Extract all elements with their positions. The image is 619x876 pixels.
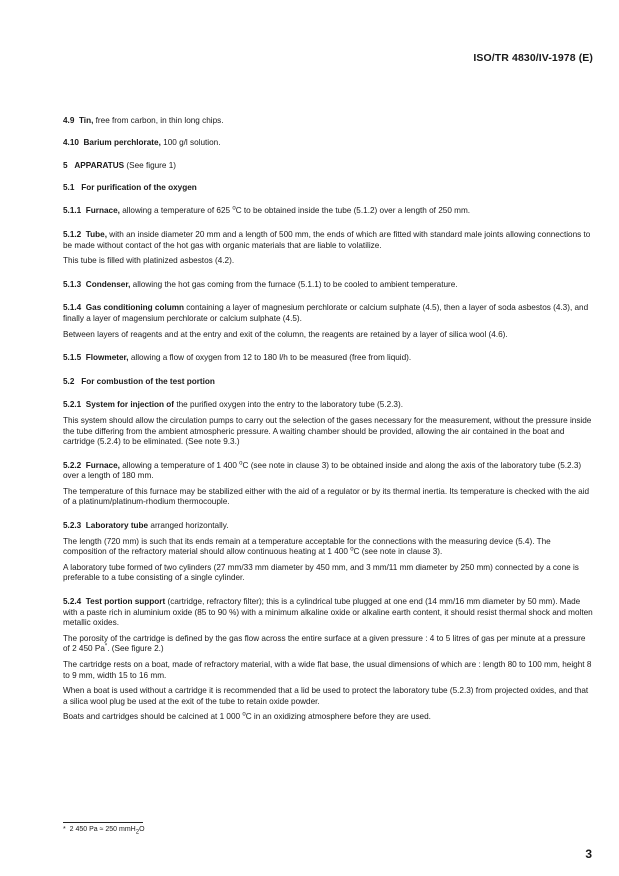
degree-mark: o: [239, 459, 243, 466]
clause-title: Test portion support: [85, 597, 166, 607]
clause-text: allowing a temperature of 625: [119, 206, 233, 216]
document-body: [63, 116, 593, 723]
paragraph: Between layers of reagents and at the entry and exit of the column, the reagents are retained by a layer of silica wool (4.6).: [63, 329, 508, 339]
clause-4-10: [63, 138, 593, 149]
clause-title: For purification of the oxygen: [81, 182, 197, 192]
clause-5-1-2: [63, 230, 593, 251]
clause-title: Gas conditioning column: [85, 303, 185, 313]
clause-text: free from carbon, in thin long chips.: [93, 116, 224, 125]
paragraph: This tube is filled with platinized asbestos (4.2).: [63, 256, 235, 266]
clause-number: 5.1.5: [63, 353, 82, 363]
clause-text: (See figure 1): [124, 161, 177, 171]
document-id-header: ISO/TR 4830/IV-1978 (E): [473, 52, 593, 64]
clause-5-1-3: [63, 280, 593, 291]
clause-number: 5.1.4: [63, 303, 82, 313]
clause-4-9: [63, 116, 593, 127]
paragraph-text: C in an oxidizing atmosphere before they are used.: [245, 712, 431, 722]
clause-5-1-1: [63, 206, 593, 217]
footnote-text: O: [139, 826, 145, 833]
clause-text: allowing a flow of oxygen from 12 to 180 l/h to be measured (free from liquid).: [128, 353, 412, 363]
paragraph-text: The length (720 mm) is such that its ends remain at a temperature acceptable for the connections with the measuring device (5.4). The composition of the refractory material should allow continuous heating at 1 400: [63, 536, 551, 557]
clause-5-2-3: [63, 521, 593, 532]
footnote-subscript: 2: [135, 829, 140, 836]
clause-title: Laboratory tube: [85, 521, 149, 531]
clause-title: Tube,: [85, 229, 108, 239]
clause-title: Barium perchlorate,: [83, 137, 161, 147]
clause-5-2: [63, 377, 593, 388]
footnote: [63, 826, 145, 836]
clause-5-1-4: [63, 303, 593, 324]
paragraph-text: The porosity of the cartridge is defined by the gas flow across the entire surface at a given pressure : 4 to 5 litres of gas per minute at a pressure of 2 450 Pa: [63, 633, 586, 654]
paragraph-text: C (see note in clause 3).: [353, 547, 443, 557]
clause-number: 5.2.3: [63, 521, 82, 531]
clause-5-1-5: [63, 353, 593, 364]
degree-mark: o: [350, 546, 354, 553]
page-number: 3: [585, 847, 592, 861]
footnote-divider: [63, 822, 143, 823]
clause-text: arranged horizontally.: [148, 521, 229, 531]
clause-5-2-2: [63, 461, 593, 482]
clause-number: 5.1.3: [63, 279, 82, 289]
footnote-reference: *: [104, 643, 108, 650]
clause-text: C to be obtained inside the tube (5.1.2) over a length of 250 mm.: [235, 206, 471, 216]
paragraph: The temperature of this furnace may be stabilized either with the aid of a regulator or by its thermal inertia. Its temperature is checked with the aid of a platinum/platinum-rhodium thermocouple.: [63, 486, 590, 507]
clause-number: 4.10: [63, 137, 79, 147]
clause-title: APPARATUS: [74, 161, 125, 171]
clause-title: Furnace,: [85, 460, 120, 470]
clause-number: 5.1: [63, 182, 75, 192]
clause-title: Flowmeter,: [85, 353, 129, 363]
degree-mark: o: [242, 711, 246, 718]
clause-5: [63, 161, 593, 172]
clause-text: allowing a temperature of 1 400: [119, 460, 240, 470]
clause-5-2-4: [63, 597, 593, 629]
paragraph: A laboratory tube formed of two cylinders (27 mm/33 mm diameter by 450 mm, and 3 mm/11 mm diameter by 250 mm) connected by a cone is preferable to a tube consisting of a single cylinder.: [63, 562, 579, 583]
paragraph-text: Boats and cartridges should be calcined at 1 000: [63, 712, 243, 722]
paragraph: This system should allow the circulation pumps to carry out the selection of the gases necessary for the measurement, without the pressure inside the tube differing from the ambient atmospheric pressure. A waiting chamber should be provided, allowing the air contained in the boat and cartridge (5.2.4) to be eliminated. (See note 9.3.): [63, 415, 592, 447]
paragraph: When a boat is used without a cartridge it is recommended that a lid be used to protect the laboratory tube (5.2.3) from projected oxides, and that a silica wool plug be used at the exit of the tube to retain oxide powder.: [63, 686, 589, 706]
clause-title: Furnace,: [85, 206, 120, 216]
paragraph: [63, 537, 593, 558]
clause-5-2-1: [63, 400, 593, 411]
clause-text: 100 g/l solution.: [160, 137, 221, 147]
clause-title: Condenser,: [85, 279, 131, 289]
footnote-marker: *: [63, 826, 66, 833]
clause-title: For combustion of the test portion: [81, 376, 215, 386]
clause-text: C (see note in clause 3) to be obtained inside and along the axis of the laboratory tube (5.2.3) over a length of 180 mm.: [63, 460, 582, 481]
clause-5-1: [63, 183, 593, 194]
footnote-text: 2 450 Pa ≈ 250 mmH: [69, 826, 136, 833]
clause-number: 5.2.2: [63, 460, 82, 470]
clause-text: containing a layer of magnesium perchlorate or calcium sulphate (4.5), then a layer of soda asbestos (4.3), and finally a layer of magensium perchlorate or calcium sulphate (4.5).: [63, 303, 589, 323]
clause-title: Tin,: [78, 116, 94, 125]
clause-number: 5.2: [63, 376, 75, 386]
clause-text: allowing the hot gas coming from the furnace (5.1.1) to be cooled to ambient temperature.: [130, 279, 458, 289]
degree-mark: o: [232, 205, 236, 212]
clause-text: with an inside diameter 20 mm and a length of 500 mm, the ends of which are fitted with standard male joints allowing connections to be made without contact of the hot gas with organic materials that are liable to volatilize.: [63, 229, 591, 250]
clause-number: 5.2.1: [63, 400, 82, 410]
clause-number: 5.1.1: [63, 206, 82, 216]
paragraph-text: . (See figure 2.): [107, 644, 164, 654]
clause-title: System for injection of: [85, 400, 175, 410]
clause-number: 5.1.2: [63, 229, 82, 239]
clause-number: 4.9: [63, 116, 75, 125]
clause-text: the purified oxygen into the entry to the laboratory tube (5.2.3).: [174, 400, 403, 410]
paragraph: [63, 634, 593, 655]
clause-number: 5: [63, 161, 68, 171]
paragraph: The cartridge rests on a boat, made of refractory material, with a wide flat base, the usual dimensions of which are : length 80 to 100 mm, height 8 to 9 mm, width 15 to 16 mm.: [63, 660, 592, 680]
clause-text: (cartridge, refractory filter); this is a cylindrical tube plugged at one end (14 mm/16 mm diameter by 50 mm). Made with a paste rich in aluminium oxide (85 to 90 %) with a minimum alkaline oxide or alkaline earth content, it should resist thermal shock and molten metallic oxides.: [63, 597, 593, 628]
paragraph: [63, 712, 593, 723]
clause-number: 5.2.4: [63, 597, 82, 607]
